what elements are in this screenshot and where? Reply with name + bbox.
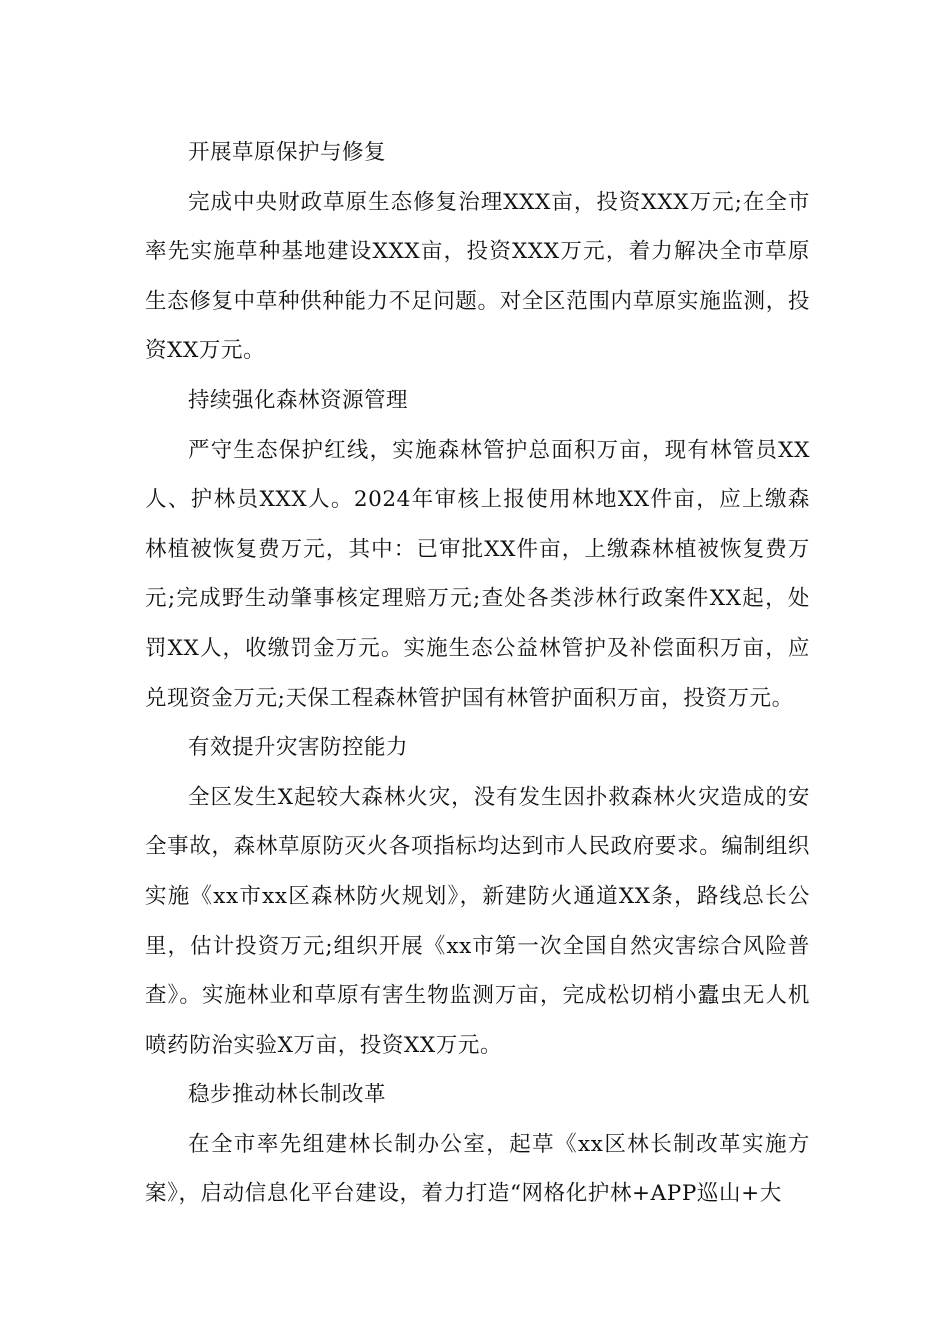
document-body bbox=[145, 128, 810, 1219]
section-body-forest-management: 严守生态保护红线，实施森林管护总面积万亩，现有林管员XX人、护林员XXX人。2024年审核上报使用林地XX件亩，应上缴森林植被恢复费万元，其中：已审批XX件亩，上缴森林植被恢复费万元;完成野生动肇事核定理赔万元;查处各类涉林行政案件XX起，处罚XX人，收缴罚金万元。实施生态公益林管护及补偿面积万亩，应兑现资金万元;天保工程森林管护国有林管护面积万亩，投资万元。 bbox=[145, 437, 810, 711]
section-body-disaster-prevention: 全区发生X起较大森林火灾，没有发生因扑救森林火灾造成的安全事故，森林草原防灭火各项指标均达到市人民政府要求。编制组织实施《xx市xx区森林防火规划》，新建防火通道XX条，路线总长公里，估计投资万元;组织开展《xx市第一次全国自然灾害综合风险普查》。实施林业和草原有害生物监测万亩，完成松切梢小蠹虫无人机喷药防治实验X万亩，投资XX万元。 bbox=[145, 784, 810, 1058]
section-body-grassland: 完成中央财政草原生态修复治理XXX亩，投资XXX万元;在全市率先实施草种基地建设XXX亩，投资XXX万元，着力解决全市草原生态修复中草种供种能力不足问题。对全区范围内草原实施监测，投资XX万元。 bbox=[145, 189, 810, 364]
section-heading-disaster-prevention: 有效提升灾害防控能力 bbox=[188, 735, 409, 761]
section-body-forest-chief-reform: 在全市率先组建林长制办公室，起草《xx区林长制改革实施方案》，启动信息化平台建设，着力打造“网格化护林+APP巡山+大 bbox=[145, 1131, 810, 1207]
section-heading-grassland: 开展草原保护与修复 bbox=[188, 140, 387, 165]
section-heading-forest-chief-reform: 稳步推动林长制改革 bbox=[188, 1082, 387, 1108]
section-heading-forest-management: 持续强化森林资源管理 bbox=[188, 387, 409, 413]
